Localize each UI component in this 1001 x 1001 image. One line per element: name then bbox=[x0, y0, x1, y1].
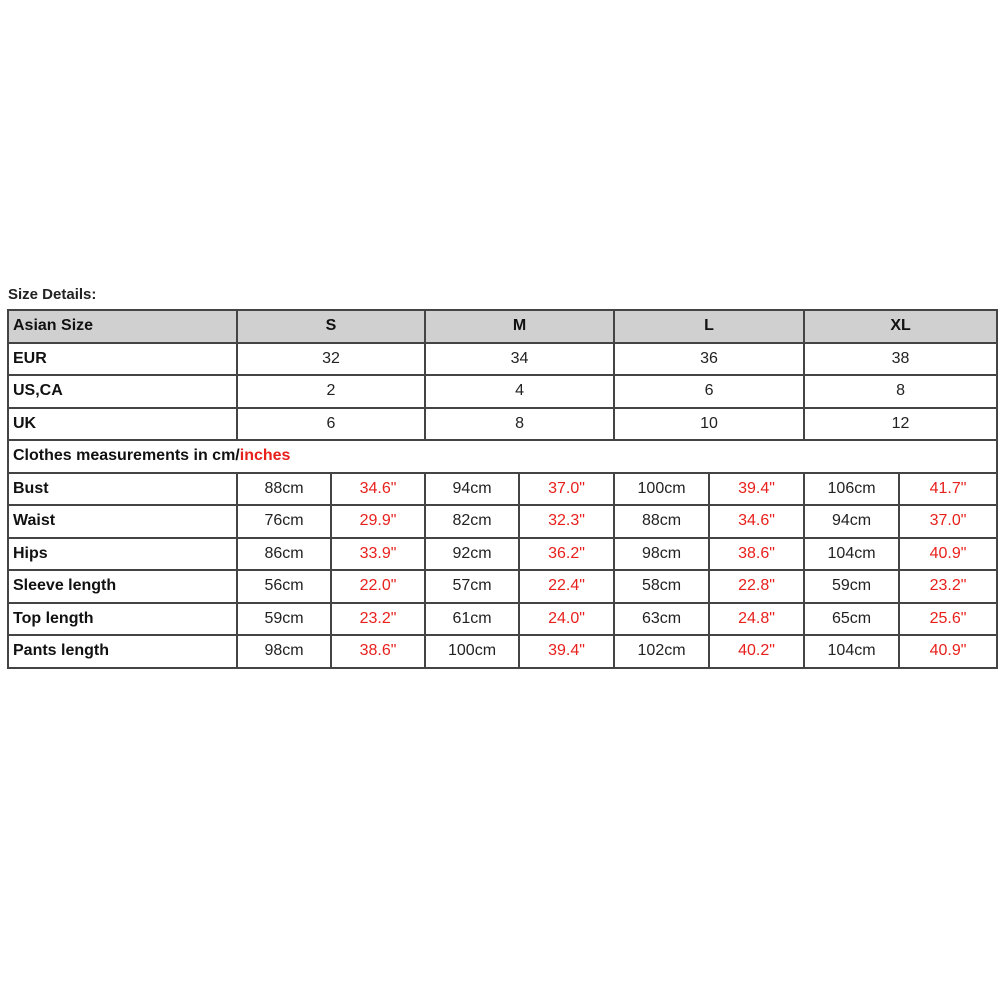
section-suffix: inches bbox=[239, 447, 291, 465]
cell-value: 2 bbox=[237, 375, 425, 408]
inch-value: 33.9" bbox=[331, 538, 425, 571]
cm-value: 59cm bbox=[804, 570, 899, 603]
row-label: UK bbox=[8, 408, 237, 441]
cm-value: 98cm bbox=[237, 635, 331, 668]
header-row bbox=[8, 310, 997, 343]
cm-value: 88cm bbox=[237, 473, 331, 506]
cm-value: 86cm bbox=[237, 538, 331, 571]
cm-value: 104cm bbox=[804, 538, 899, 571]
conversion-row-us-ca bbox=[8, 375, 997, 408]
cell-value: 10 bbox=[614, 408, 804, 441]
row-label: Hips bbox=[8, 538, 237, 571]
cm-value: 88cm bbox=[614, 505, 709, 538]
cm-value: 57cm bbox=[425, 570, 519, 603]
cm-value: 59cm bbox=[237, 603, 331, 636]
inch-value: 32.3" bbox=[519, 505, 614, 538]
inch-value: 37.0" bbox=[899, 505, 997, 538]
inch-value: 22.4" bbox=[519, 570, 614, 603]
cm-value: 61cm bbox=[425, 603, 519, 636]
measurement-row bbox=[8, 603, 997, 636]
row-label: US,CA bbox=[8, 375, 237, 408]
measurement-row bbox=[8, 505, 997, 538]
inch-value: 40.9" bbox=[899, 538, 997, 571]
cm-value: 104cm bbox=[804, 635, 899, 668]
cm-value: 98cm bbox=[614, 538, 709, 571]
inch-value: 38.6" bbox=[709, 538, 804, 571]
row-label: EUR bbox=[8, 343, 237, 376]
cm-value: 82cm bbox=[425, 505, 519, 538]
inch-value: 24.0" bbox=[519, 603, 614, 636]
row-label: Sleeve length bbox=[8, 570, 237, 603]
cell-value: 36 bbox=[614, 343, 804, 376]
inch-value: 38.6" bbox=[331, 635, 425, 668]
size-header-l: L bbox=[614, 310, 804, 343]
inch-value: 34.6" bbox=[709, 505, 804, 538]
cm-value: 100cm bbox=[425, 635, 519, 668]
cm-value: 102cm bbox=[614, 635, 709, 668]
row-label: Pants length bbox=[8, 635, 237, 668]
inch-value: 39.4" bbox=[709, 473, 804, 506]
cm-value: 63cm bbox=[614, 603, 709, 636]
inch-value: 39.4" bbox=[519, 635, 614, 668]
inch-value: 37.0" bbox=[519, 473, 614, 506]
cell-value: 4 bbox=[425, 375, 614, 408]
cm-value: 94cm bbox=[425, 473, 519, 506]
cell-value: 34 bbox=[425, 343, 614, 376]
size-chart-table bbox=[7, 309, 998, 669]
cm-value: 65cm bbox=[804, 603, 899, 636]
inch-value: 29.9" bbox=[331, 505, 425, 538]
cell-value: 38 bbox=[804, 343, 997, 376]
measurement-row bbox=[8, 570, 997, 603]
section-prefix: Clothes measurements in cm/ bbox=[13, 447, 240, 465]
inch-value: 40.9" bbox=[899, 635, 997, 668]
conversion-row-eur bbox=[8, 343, 997, 376]
inch-value: 22.8" bbox=[709, 570, 804, 603]
inch-value: 23.2" bbox=[331, 603, 425, 636]
conversion-row-uk bbox=[8, 408, 997, 441]
row-label: Waist bbox=[8, 505, 237, 538]
measurement-row bbox=[8, 473, 997, 506]
inch-value: 41.7" bbox=[899, 473, 997, 506]
cm-value: 92cm bbox=[425, 538, 519, 571]
measurement-row bbox=[8, 635, 997, 668]
cm-value: 58cm bbox=[614, 570, 709, 603]
cm-value: 100cm bbox=[614, 473, 709, 506]
cm-value: 94cm bbox=[804, 505, 899, 538]
row-label: Bust bbox=[8, 473, 237, 506]
row-label: Top length bbox=[8, 603, 237, 636]
header-label: Asian Size bbox=[8, 310, 237, 343]
cell-value: 6 bbox=[237, 408, 425, 441]
section-heading bbox=[8, 440, 997, 473]
measurement-row bbox=[8, 538, 997, 571]
cell-value: 12 bbox=[804, 408, 997, 441]
size-header-s: S bbox=[237, 310, 425, 343]
inch-value: 25.6" bbox=[899, 603, 997, 636]
cell-value: 8 bbox=[804, 375, 997, 408]
cm-value: 106cm bbox=[804, 473, 899, 506]
inch-value: 36.2" bbox=[519, 538, 614, 571]
inch-value: 22.0" bbox=[331, 570, 425, 603]
cm-value: 56cm bbox=[237, 570, 331, 603]
page-title: Size Details: bbox=[8, 286, 97, 303]
cm-value: 76cm bbox=[237, 505, 331, 538]
inch-value: 40.2" bbox=[709, 635, 804, 668]
cell-value: 32 bbox=[237, 343, 425, 376]
inch-value: 24.8" bbox=[709, 603, 804, 636]
cell-value: 8 bbox=[425, 408, 614, 441]
inch-value: 23.2" bbox=[899, 570, 997, 603]
size-header-m: M bbox=[425, 310, 614, 343]
section-row bbox=[8, 440, 997, 473]
cell-value: 6 bbox=[614, 375, 804, 408]
inch-value: 34.6" bbox=[331, 473, 425, 506]
size-header-xl: XL bbox=[804, 310, 997, 343]
